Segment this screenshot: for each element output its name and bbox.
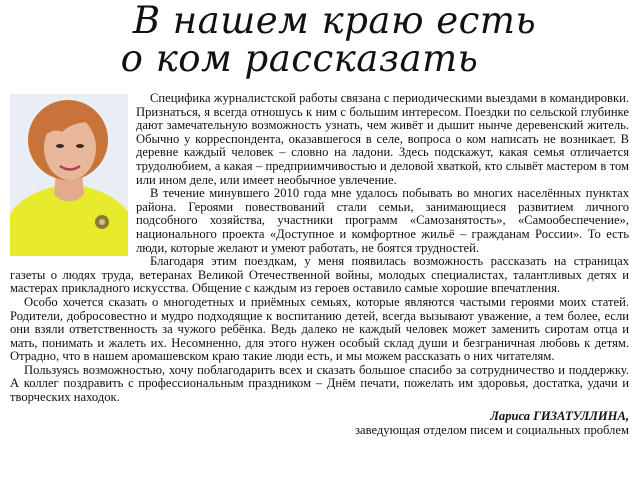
paragraph-5: Пользуясь возможностью, хочу поблагодарить всех и сказать большое спасибо за сотрудничество и поддержку. А коллег поздравить с профессиональным праздником – Днём печати, пожелать им здоровья, достатка, удачи и творческих находок. — [10, 362, 629, 405]
author-portrait-image — [10, 94, 128, 256]
article-body — [10, 92, 629, 405]
paragraph-3: Благодаря этим поездкам, у меня появилась возможность рассказать на страницах газеты о людях труда, ветеранах Великой Отечественной войны, молодых специалистах, талантливых детях и мастерах прикладного искусства. Общение с каждым из героев оставило самые хорошие впечатления. — [10, 254, 629, 296]
author-name: Лариса ГИЗАТУЛЛИНА, — [490, 408, 629, 423]
author-photo — [10, 94, 128, 256]
article-title — [10, 0, 629, 78]
paragraph-2: В течение минувшего 2010 года мне удалось побывать во многих населённых пунктах района. Героями повествований стали семьи, занимающиеся развитием личного подсобного хозяйства, участники программ «Самозанятость», «Самообеспечение», национального проекта «Доступное и комфортное жильё – гражданам России». То есть люди, которые желают и умеют работать, не боятся трудностей. — [136, 186, 629, 255]
title-line-2: о ком рассказать — [120, 37, 479, 80]
author-position: заведующая отделом писем и социальных проблем — [355, 422, 629, 437]
signature-block — [10, 409, 629, 437]
paragraph-1: Специфика журналистской работы связана с периодическими выездами в командировки. Признаться, я всегда отношусь к ним с большим интересом. Поездки по сельской глубинке дают замечательную возможность узнать, чем живёт и дышит нынче деревенский житель. Обычно у корреспондента, оказавшегося в селе, вопроса о ком написать не возникает. В деревне каждый человек – словно на ладони. Здесь подскажут, какая семья отличается трудолюбием, а какая – предприимчивостью и деловой хваткой, кто слывёт мастером в том или ином деле, или имеет необычное увлечение. — [136, 91, 629, 187]
title-line-1: В нашем краю есть — [132, 0, 537, 42]
paragraph-4: Особо хочется сказать о многодетных и приёмных семьях, которые являются частыми героями моих статей. Родители, добросовестно и мудро подходящие к воспитанию детей, всегда вызывают уважение, а тем более, если они взяли ответственность за чужого ребёнка. Ведь далеко не каждый человек может заменить сиротам отца и мать, понимать и жалеть их. Несомненно, для этого нужен особый склад души и безграничная любовь к детям. Отрадно, что в нашем аромашевском краю такие люди есть, и мы можем рассказать о них читателям. — [10, 294, 629, 364]
